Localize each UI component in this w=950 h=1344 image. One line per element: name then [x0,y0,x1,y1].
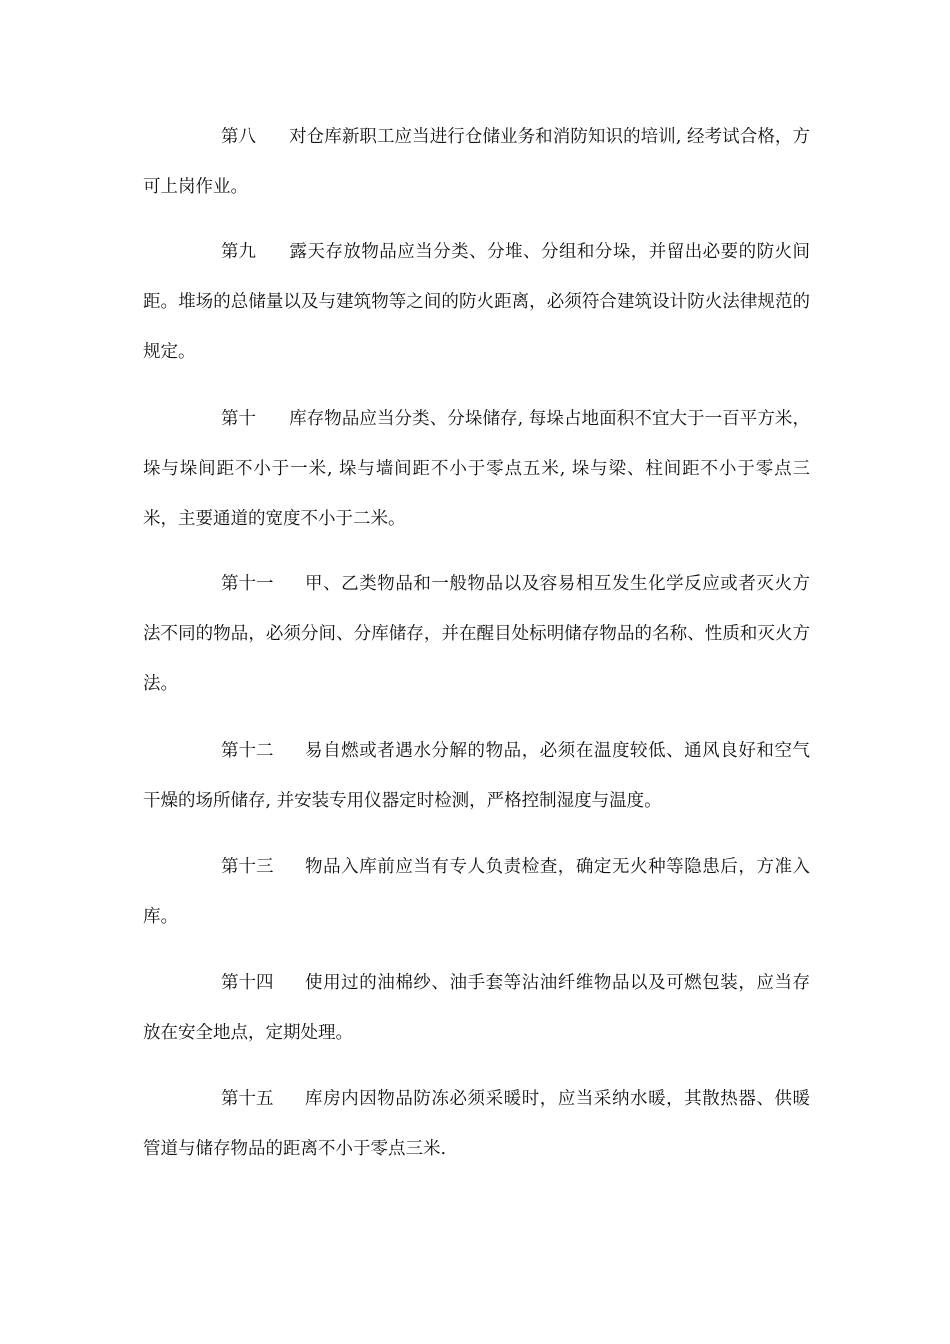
article-number: 第十 [221,409,256,429]
article-text: 库存物品应当分类、分垛储存, 每垛占地面积不宜大于一百平方米，垛与垛间距不小于一米, 垛与墙间距不小于零点五米, 垛与梁、柱间距不小于零点三米，主要通道的宽度不小于二米。 [143,409,810,529]
article-number: 第十五 [221,1089,274,1109]
article-11 [143,559,810,709]
article-13 [143,842,810,942]
article-number: 第八 [221,127,256,147]
article-8 [143,112,810,212]
article-text: 物品入库前应当有专人负责检查，确定无火种等隐患后，方准入库。 [143,857,810,927]
article-number: 第十一 [221,574,274,594]
article-text: 对仓库新职工应当进行仓储业务和消防知识的培训, 经考试合格，方可上岗作业。 [143,127,810,197]
article-text: 使用过的油棉纱、油手套等沾油纤维物品以及可燃包装，应当存放在安全地点，定期处理。 [143,973,810,1043]
article-text: 露天存放物品应当分类、分堆、分组和分垛，并留出必要的防火间距。堆场的总储量以及与建筑物等之间的防火距离，必须符合建筑设计防火法律规范的规定。 [143,242,810,362]
article-number: 第九 [221,242,256,262]
article-text: 甲、乙类物品和一般物品以及容易相互发生化学反应或者灭火方法不同的物品，必须分间、分库储存，并在醒目处标明储存物品的名称、性质和灭火方法。 [143,574,810,694]
article-14 [143,958,810,1058]
article-text: 易自燃或者遇水分解的物品，必须在温度较低、通风良好和空气干燥的场所储存, 并安装专用仪器定时检测，严格控制湿度与温度。 [143,741,810,811]
article-text: 库房内因物品防冻必须采暖时，应当采纳水暖，其散热器、供暖管道与储存物品的距离不小于零点三米. [143,1089,810,1159]
article-number: 第十四 [221,973,274,993]
article-15 [143,1074,810,1174]
article-12 [143,726,810,826]
article-10 [143,394,810,544]
article-number: 第十二 [221,741,274,761]
article-9 [143,227,810,377]
article-number: 第十三 [221,857,274,877]
